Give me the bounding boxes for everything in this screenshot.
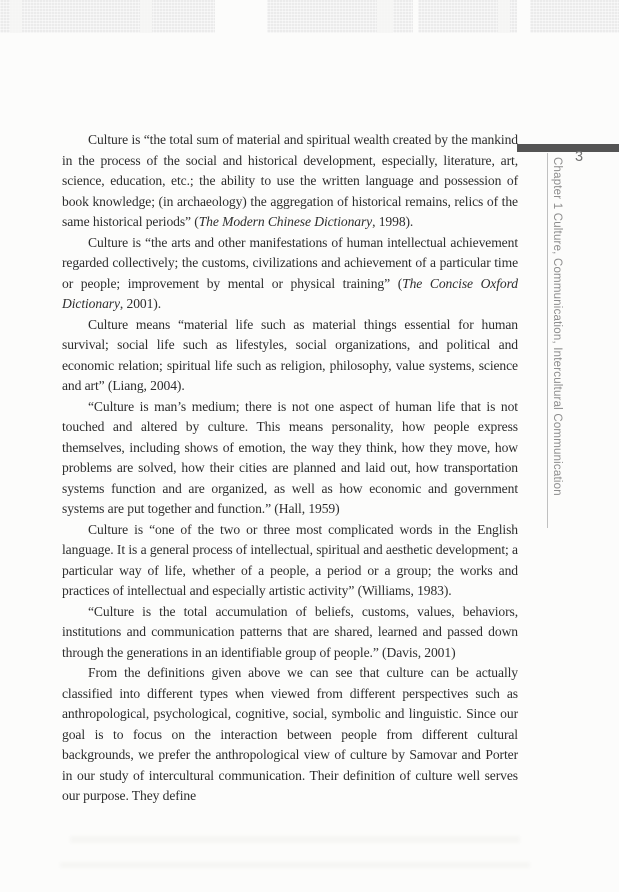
paragraph	[62, 315, 518, 397]
paragraph	[62, 520, 518, 602]
paragraph-text: Culture is “the arts and other manifestations of human intellectual achievement regarded collectively; the customs, civilizations and achievement of a particular time or people; improvement by mental or physical training” (	[62, 234, 518, 291]
paragraph-text: “Culture is man’s medium; there is not one aspect of human life that is not touched and altered by culture. This means personality, how people express themselves, including shows of emotion, the way they think, how they move, how problems are solved, how their cities are planned and laid out, how transportation systems function and are organized, as well as how economic and government systems are put together and function.” (Hall, 1959)	[62, 398, 518, 516]
chapter-sidebar-title: Chapter 1 Culture, Communication, Intercultural Communication	[551, 157, 563, 496]
scan-band-highlight	[10, 0, 22, 33]
citation-title: The Concise Oxford Dictionary	[62, 275, 518, 311]
paragraph-text: Culture means “material life such as material things essential for human survival; social life such as lifestyles, social organizations, and political and economic relation; spiritual life such as religion, philosophy, value systems, science and art” (Liang, 2004).	[62, 316, 518, 393]
scan-band-highlight	[140, 0, 152, 33]
scan-band-segment	[530, 0, 619, 33]
paragraph-text: “Culture is the total accumulation of beliefs, customs, values, behaviors, institutions and communication patterns that are shared, learned and passed down through the generations in an identifiable group of people.” (Davis, 2001)	[62, 603, 518, 660]
paragraph	[62, 602, 518, 664]
scan-artifact-band	[0, 0, 619, 33]
scan-band-segment	[0, 0, 215, 33]
bleed-through-smudge	[70, 836, 520, 843]
citation-title: The Modern Chinese Dictionary	[198, 214, 373, 229]
bleed-through-smudge	[60, 862, 530, 868]
paragraph-text: From the definitions given above we can see that culture can be actually classified into different types when viewed from different perspectives such as anthropological, psychological, cognitive, social, symbolic and linguistic. Since our goal is to focus on the interaction between people from different cultural backgrounds, we prefer the anthropological view of culture by Samovar and Porter in our study of intercultural communication. Their definition of culture well serves our purpose. They define	[62, 665, 518, 803]
page-number: 3	[574, 149, 584, 165]
paragraph	[62, 233, 518, 315]
paragraph	[62, 663, 518, 807]
paragraph-text: Culture is “one of the two or three most complicated words in the English language. It is a general process of intellectual, spiritual and aesthetic development; a particular way of life, whether of a people, a period or a group; the works and practices of intellectual and especially artistic activity” (Williams, 1983).	[62, 521, 518, 598]
sidebar-divider-line	[547, 153, 548, 528]
paragraph-text: , 1998).	[372, 214, 414, 229]
paragraph	[62, 130, 518, 233]
scan-band-highlight	[498, 0, 510, 33]
paragraph-text: Culture is “the total sum of material and spiritual wealth created by the mankind in the process of the social and historical development, especially, literature, art, science, education, etc.; the ability to use the written language and possession of book knowledge; (in archaeology) the aggregation of historical remains, relics of the same historical periods” (	[62, 132, 518, 229]
paragraph-text: , 2001).	[119, 296, 162, 311]
paragraph	[62, 397, 518, 520]
body-text	[62, 130, 518, 807]
scan-band-highlight	[377, 0, 393, 33]
